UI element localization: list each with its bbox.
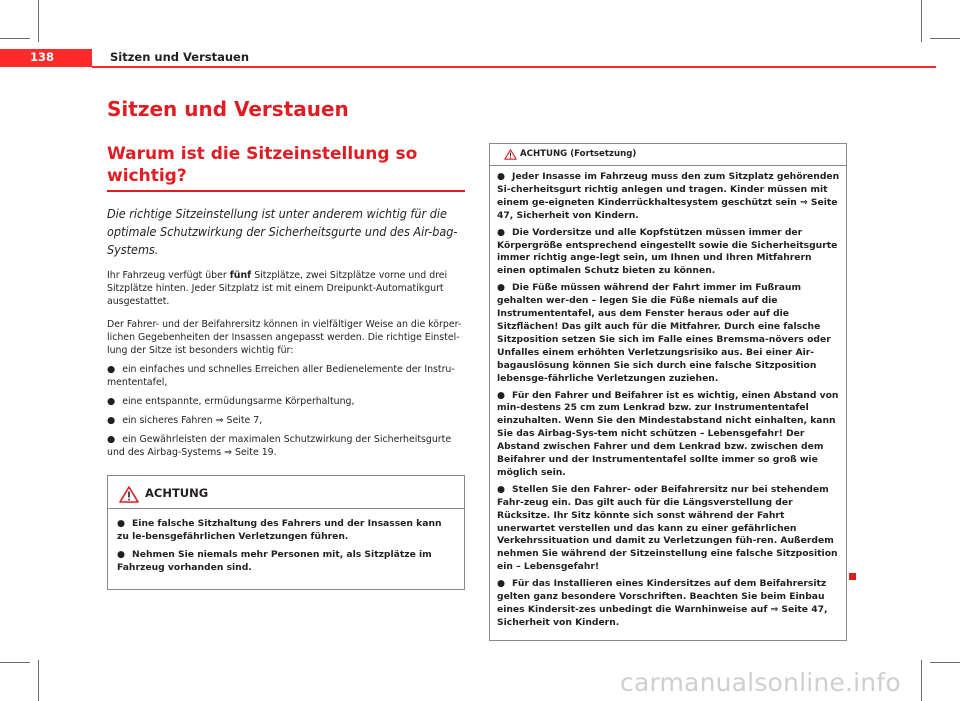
- watermark: carmanualsonline.info: [620, 668, 901, 697]
- warning-continued-header: [490, 144, 846, 166]
- running-head: Sitzen und Verstauen: [110, 50, 250, 64]
- bullet-icon: ●: [497, 578, 506, 590]
- warning-triangle-icon: [504, 149, 517, 160]
- list-item: [497, 484, 840, 574]
- list-item-text: ein Gewährleisten der maximalen Schutzwirkung der Sicherheitsgurte und des Airbag-Systems ⇒ Seite 19.: [107, 433, 452, 458]
- body-paragraph: [107, 269, 465, 308]
- warning-triangle-icon: [119, 486, 139, 503]
- list-item: [107, 433, 465, 459]
- bullet-icon: ●: [107, 395, 116, 407]
- bullet-icon: ●: [497, 171, 506, 182]
- warning-continued-label: ACHTUNG (Fortsetzung): [520, 149, 637, 159]
- list-item-text: Nehmen Sie niemals mehr Personen mit, als Sitzplätze im Fahrzeug vorhanden sind.: [117, 548, 432, 573]
- section-end-marker: [849, 573, 856, 580]
- list-item-text: Stellen Sie den Fahrer- oder Beifahrersitz nur bei stehendem Fahr-zeug ein. Das gilt auch für die Längsverstellung der Rücksitze. Ihr Sitz könnte sich sonst während der Fahrt unerwartet verstellen und das kann zu einer gefährlichen Verkehrssituation und damit zu Verletzungen füh-ren. Außerdem nehmen Sie während der Sitzeinstellung eine falsche Sitzposition ein – Lebensgefahr!: [497, 483, 838, 573]
- body-paragraph: Der Fahrer- und der Beifahrersitz können in vielfältiger Weise an die körper-lichen Gegebenheiten der Insassen angepasst werden. Die richtige Einstel-lung der Sitze ist besonders wichtig für:: [107, 318, 462, 356]
- section-rule: [107, 190, 465, 192]
- list-item: [497, 227, 840, 279]
- warning-box: [107, 475, 465, 590]
- left-column: [107, 143, 465, 590]
- warning-header: [108, 476, 464, 509]
- list-item: [497, 578, 840, 630]
- list-item-text: ein einfaches und schnelles Erreichen aller Bedienelemente der Instru-mententafel,: [107, 363, 455, 388]
- bullet-icon: ●: [107, 414, 116, 426]
- crop-mark: [38, 660, 39, 701]
- list-item-text: Eine falsche Sitzhaltung des Fahrers und der Insassen kann zu le-bensgefährlichen Verletzungen führen.: [117, 517, 442, 542]
- crop-mark: [921, 0, 922, 42]
- list-item: [497, 282, 840, 385]
- list-item-text: Für das Installieren eines Kindersitzes auf dem Beifahrersitz gelten ganz besondere Vorschriften. Beachten Sie beim Einbau eines Kindersit-zes unbedingt die Warnhinweise auf ⇒ Seite 47, Sicherheit von Kindern.: [497, 578, 828, 628]
- bullet-icon: ●: [107, 433, 116, 445]
- crop-mark: [0, 662, 30, 663]
- bullet-icon: ●: [497, 389, 506, 401]
- list-item: [497, 390, 840, 480]
- lead-paragraph: Die richtige Sitzeinstellung ist unter anderem wichtig für die optimale Schutzwirkung der Sicherheitsgurte und des Air-bag-Systems.: [107, 205, 458, 257]
- bullet-icon: ●: [497, 483, 506, 495]
- list-item: [107, 395, 465, 408]
- section-title: Warum ist die Sitzeinstellung so wichtig?: [107, 144, 418, 186]
- crop-mark: [0, 38, 30, 39]
- list-item-text: eine entspannte, ermüdungsarme Körperhaltung,: [122, 395, 355, 407]
- bullet-icon: ●: [497, 226, 506, 238]
- text-span: Sitzplätze, zwei Sitzplätze vorne und drei Sitzplätze hinten. Jeder Sitzplatz ist mit einem Dreipunkt-Automatikgurt ausgestattet.: [107, 269, 448, 307]
- crop-mark: [930, 662, 960, 663]
- bullet-icon: ●: [117, 548, 126, 560]
- list-item: [107, 414, 465, 427]
- list-item: [497, 171, 840, 223]
- warning-body: [108, 509, 464, 589]
- bullet-icon: ●: [117, 517, 126, 529]
- list-item: [117, 517, 455, 543]
- list-item-text: Die Vordersitze und alle Kopfstützen müssen immer der Körpergröße entsprechend eingestellt sowie die Sicherheitsgurte immer richtig ange-legt sein, um Ihnen und Ihren Mitfahrern einen optimalen Schutz bieten zu können.: [497, 226, 838, 277]
- bold-text: fünf: [229, 269, 252, 281]
- list-item-text: Jeder Insasse im Fahrzeug muss den zum Sitzplatz gehörenden Si-cherheitsgurt richtig anlegen und tragen. Kinder müssen mit einem ge-eigneten Kinderrückhaltesystem geschützt sein ⇒ Seite 47, Sicherheit von Kindern.: [497, 171, 840, 221]
- bullet-icon: ●: [107, 363, 116, 375]
- list-item-text: Für den Fahrer und Beifahrer ist es wichtig, einen Abstand von min-destens 25 cm zum Lenkrad bzw. zur Instrumententafel einzuhalten. Wenn Sie den Mindestabstand nicht einhalten, kann Sie das Airbag-Sys-tem nicht schützen – Lebensgefahr! Der Abstand zwischen Fahrer und dem Lenkrad bzw. zwischen dem Beifahrer und der Instrumententafel sollte immer so groß wie möglich sein.: [497, 389, 839, 478]
- text-span: Ihr Fahrzeug verfügt über: [107, 269, 230, 281]
- list-item-text: Die Füße müssen während der Fahrt immer im Fußraum gehalten wer-den – legen Sie die Füße niemals auf die Instrumententafel, aus dem Fenster heraus oder auf die Sitzflächen! Das gilt auch für die Mitfahrer. Durch eine falsche Sitzposition setzen Sie sich im Falle eines Bremsma-növers oder Unfalles einem erhöhten Verletzungsrisiko aus. Bei einer Air-bagauslösung können Sie sich durch eine falsche Sitzposition lebensge-fährliche Verletzungen zuziehen.: [497, 282, 831, 384]
- chapter-title: Sitzen und Verstauen: [107, 97, 349, 121]
- bullet-icon: ●: [497, 282, 506, 294]
- list-item-text: ein sicheres Fahren ⇒ Seite 7,: [122, 414, 263, 426]
- page-number: 138: [30, 50, 55, 64]
- warning-continued-body: [490, 166, 846, 640]
- crop-mark: [930, 38, 960, 39]
- list-item: [117, 548, 455, 574]
- warning-continued-box: [489, 143, 847, 641]
- crop-mark: [38, 0, 39, 42]
- list-item: [107, 363, 465, 389]
- header-rule: [92, 66, 936, 68]
- crop-mark: [921, 660, 922, 701]
- warning-label: ACHTUNG: [145, 485, 209, 500]
